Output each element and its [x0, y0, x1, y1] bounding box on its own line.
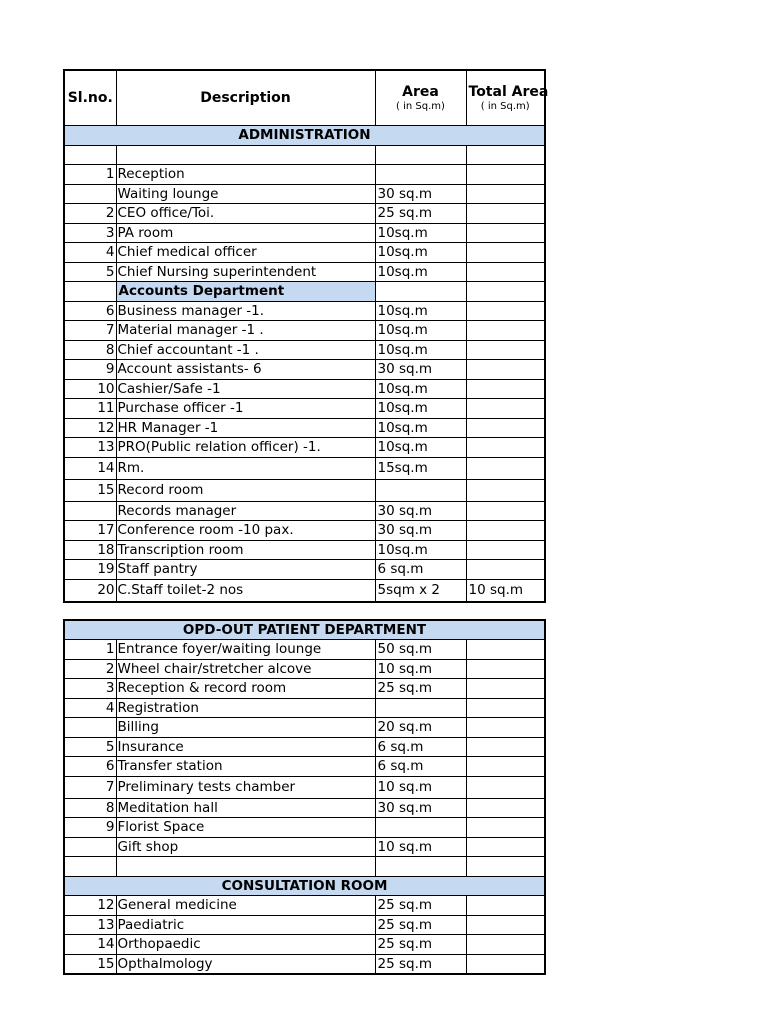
cell-no: 3: [64, 223, 116, 243]
cell-total: [466, 857, 545, 877]
header-area: [375, 70, 466, 126]
section-row: [64, 876, 545, 896]
table-row: [64, 479, 545, 501]
table-row: [64, 718, 545, 738]
cell-area: 10sq.m: [375, 540, 466, 560]
cell-description: HR Manager -1: [116, 418, 375, 438]
table-row: [64, 798, 545, 818]
cell-area: 10sq.m: [375, 223, 466, 243]
cell-no: 13: [64, 438, 116, 458]
header-total-unit: ( in Sq.m): [480, 101, 530, 112]
table-row: [64, 896, 545, 916]
cell-total: [466, 282, 545, 302]
table-row: [64, 659, 545, 679]
table-row: [64, 438, 545, 458]
cell-area: 20 sq.m: [375, 718, 466, 738]
table-row: [64, 579, 545, 602]
cell-total: [466, 896, 545, 916]
cell-area: 10sq.m: [375, 340, 466, 360]
cell-total: [466, 640, 545, 660]
cell-area: 10sq.m: [375, 301, 466, 321]
cell-no: 5: [64, 262, 116, 282]
cell-description: Purchase officer -1: [116, 399, 375, 419]
cell-total: [466, 223, 545, 243]
cell-no: [64, 857, 116, 877]
table-row: [64, 321, 545, 341]
cell-total: [466, 501, 545, 521]
cell-area: 30 sq.m: [375, 798, 466, 818]
cell-area: [375, 479, 466, 501]
cell-area: 10 sq.m: [375, 659, 466, 679]
cell-area: 25 sq.m: [375, 954, 466, 974]
table-row: [64, 145, 545, 165]
table-row: [64, 457, 545, 479]
cell-no: 9: [64, 360, 116, 380]
cell-no: 6: [64, 301, 116, 321]
cell-area: 6 sq.m: [375, 757, 466, 777]
spreadsheet: [63, 69, 549, 975]
section-title-administration: ADMINISTRATION: [64, 126, 545, 146]
table-row: [64, 698, 545, 718]
cell-area: 10sq.m: [375, 321, 466, 341]
table-row: [64, 418, 545, 438]
cell-no: 1: [64, 640, 116, 660]
cell-total: [466, 698, 545, 718]
table-row: [64, 501, 545, 521]
cell-no: 6: [64, 757, 116, 777]
cell-area: 10sq.m: [375, 243, 466, 263]
cell-total: [466, 560, 545, 580]
cell-description: PRO(Public relation officer) -1.: [116, 438, 375, 458]
cell-no: 4: [64, 243, 116, 263]
cell-total: [466, 798, 545, 818]
table-row: [64, 857, 545, 877]
cell-area: 10sq.m: [375, 438, 466, 458]
cell-total: [466, 521, 545, 541]
cell-no: 17: [64, 521, 116, 541]
cell-description: Gift shop: [116, 837, 375, 857]
cell-description: Billing: [116, 718, 375, 738]
cell-area: [375, 857, 466, 877]
cell-total: [466, 184, 545, 204]
cell-no: 15: [64, 479, 116, 501]
cell-area: 10sq.m: [375, 418, 466, 438]
cell-total: [466, 165, 545, 185]
header-row: [64, 70, 545, 126]
cell-total: [466, 659, 545, 679]
section-row: [64, 620, 545, 640]
table-row: [64, 837, 545, 857]
cell-total: [466, 457, 545, 479]
cell-area: 50 sq.m: [375, 640, 466, 660]
cell-description: Transcription room: [116, 540, 375, 560]
cell-description: Records manager: [116, 501, 375, 521]
cell-total: [466, 837, 545, 857]
cell-no: 8: [64, 340, 116, 360]
cell-area: 6 sq.m: [375, 560, 466, 580]
cell-no: 5: [64, 737, 116, 757]
cell-area: [375, 818, 466, 838]
cell-area: 10sq.m: [375, 399, 466, 419]
table-row: [64, 301, 545, 321]
cell-total: [466, 915, 545, 935]
section-title-consultation: CONSULTATION ROOM: [64, 876, 545, 896]
cell-description: Record room: [116, 479, 375, 501]
cell-area: 30 sq.m: [375, 184, 466, 204]
cell-total: [466, 360, 545, 380]
cell-area: 25 sq.m: [375, 896, 466, 916]
cell-total: [466, 935, 545, 955]
cell-no: 8: [64, 798, 116, 818]
table-row: [64, 360, 545, 380]
table-row: [64, 243, 545, 263]
cell-area: 6 sq.m: [375, 737, 466, 757]
table-row: [64, 165, 545, 185]
admin-table: [63, 69, 549, 603]
subsection-row: [64, 282, 545, 302]
cell-area: [375, 145, 466, 165]
table-row: [64, 379, 545, 399]
subsection-title-accounts: Accounts Department: [116, 282, 375, 302]
cell-no: 13: [64, 915, 116, 935]
cell-area: [375, 282, 466, 302]
cell-no: 7: [64, 776, 116, 798]
cell-total: [466, 204, 545, 224]
cell-description: Preliminary tests chamber: [116, 776, 375, 798]
cell-total: [466, 540, 545, 560]
cell-description: Chief Nursing superintendent: [116, 262, 375, 282]
cell-total: [466, 818, 545, 838]
table-row: [64, 340, 545, 360]
cell-area: 10sq.m: [375, 379, 466, 399]
section-row: [64, 126, 545, 146]
cell-description: Meditation hall: [116, 798, 375, 818]
table-row: [64, 954, 545, 974]
cell-no: 9: [64, 818, 116, 838]
cell-area: 15sq.m: [375, 457, 466, 479]
cell-description: C.Staff toilet-2 nos: [116, 579, 375, 602]
cell-total: [466, 679, 545, 699]
cell-description: Entrance foyer/waiting lounge: [116, 640, 375, 660]
cell-description: Conference room -10 pax.: [116, 521, 375, 541]
cell-description: Paediatric: [116, 915, 375, 935]
cell-no: 12: [64, 418, 116, 438]
cell-description: [116, 145, 375, 165]
table-row: [64, 521, 545, 541]
table-row: [64, 204, 545, 224]
cell-area: 25 sq.m: [375, 204, 466, 224]
table-row: [64, 560, 545, 580]
cell-total: 10 sq.m: [466, 579, 545, 602]
cell-total: [466, 418, 545, 438]
cell-no: 20: [64, 579, 116, 602]
cell-description: Chief medical officer: [116, 243, 375, 263]
cell-area: 30 sq.m: [375, 501, 466, 521]
cell-description: Account assistants- 6: [116, 360, 375, 380]
cell-no: [64, 718, 116, 738]
cell-total: [466, 718, 545, 738]
cell-description: Material manager -1 .: [116, 321, 375, 341]
cell-description: PA room: [116, 223, 375, 243]
cell-total: [466, 757, 545, 777]
cell-total: [466, 479, 545, 501]
cell-no: 12: [64, 896, 116, 916]
cell-area: 30 sq.m: [375, 521, 466, 541]
cell-no: [64, 184, 116, 204]
cell-total: [466, 776, 545, 798]
cell-total: [466, 301, 545, 321]
cell-description: Orthopaedic: [116, 935, 375, 955]
table-row: [64, 399, 545, 419]
cell-no: 15: [64, 954, 116, 974]
cell-description: Cashier/Safe -1: [116, 379, 375, 399]
table-row: [64, 737, 545, 757]
table-row: [64, 223, 545, 243]
cell-area: 25 sq.m: [375, 679, 466, 699]
cell-description: General medicine: [116, 896, 375, 916]
header-total-area: [466, 70, 549, 126]
cell-no: [64, 145, 116, 165]
cell-description: CEO office/Toi.: [116, 204, 375, 224]
cell-total: [466, 243, 545, 263]
cell-description: Reception & record room: [116, 679, 375, 699]
cell-no: 14: [64, 457, 116, 479]
cell-total: [466, 340, 545, 360]
cell-total: [466, 954, 545, 974]
cell-total: [466, 145, 545, 165]
cell-no: 2: [64, 204, 116, 224]
table-row: [64, 776, 545, 798]
header-slno: Sl.no.: [64, 70, 116, 126]
cell-description: Chief accountant -1 .: [116, 340, 375, 360]
section-title-opd: OPD-OUT PATIENT DEPARTMENT: [64, 620, 545, 640]
cell-description: Insurance: [116, 737, 375, 757]
cell-total: [466, 399, 545, 419]
cell-description: Registration: [116, 698, 375, 718]
cell-area: 25 sq.m: [375, 935, 466, 955]
cell-no: 7: [64, 321, 116, 341]
cell-no: 2: [64, 659, 116, 679]
cell-no: 10: [64, 379, 116, 399]
header-description: Description: [116, 70, 375, 126]
cell-description: [116, 857, 375, 877]
opd-table: [63, 619, 546, 976]
cell-area: 10sq.m: [375, 262, 466, 282]
cell-no: 18: [64, 540, 116, 560]
cell-total: [466, 379, 545, 399]
cell-total: [466, 321, 545, 341]
cell-description: Wheel chair/stretcher alcove: [116, 659, 375, 679]
cell-no: [64, 282, 116, 302]
table-row: [64, 679, 545, 699]
header-area-label: Area: [402, 84, 439, 100]
cell-no: [64, 837, 116, 857]
cell-total: [466, 438, 545, 458]
cell-area: 10 sq.m: [375, 776, 466, 798]
table-row: [64, 818, 545, 838]
cell-description: Transfer station: [116, 757, 375, 777]
cell-description: Waiting lounge: [116, 184, 375, 204]
table-row: [64, 540, 545, 560]
cell-area: 25 sq.m: [375, 915, 466, 935]
cell-area: 30 sq.m: [375, 360, 466, 380]
cell-no: 11: [64, 399, 116, 419]
cell-area: [375, 698, 466, 718]
cell-no: [64, 501, 116, 521]
cell-area: [375, 165, 466, 185]
table-row: [64, 184, 545, 204]
table-row: [64, 935, 545, 955]
cell-description: Reception: [116, 165, 375, 185]
cell-no: 19: [64, 560, 116, 580]
table-row: [64, 757, 545, 777]
cell-no: 14: [64, 935, 116, 955]
cell-no: 1: [64, 165, 116, 185]
header-area-unit: ( in Sq.m): [396, 101, 445, 112]
cell-area: 5sqm x 2: [375, 579, 466, 602]
cell-no: 3: [64, 679, 116, 699]
header-total-label: Total Area: [468, 84, 549, 100]
table-row: [64, 640, 545, 660]
cell-description: Florist Space: [116, 818, 375, 838]
cell-description: Opthalmology: [116, 954, 375, 974]
cell-no: 4: [64, 698, 116, 718]
cell-description: Business manager -1.: [116, 301, 375, 321]
cell-area: 10 sq.m: [375, 837, 466, 857]
cell-description: Staff pantry: [116, 560, 375, 580]
cell-description: Rm.: [116, 457, 375, 479]
table-row: [64, 262, 545, 282]
cell-total: [466, 262, 545, 282]
table-row: [64, 915, 545, 935]
cell-total: [466, 737, 545, 757]
